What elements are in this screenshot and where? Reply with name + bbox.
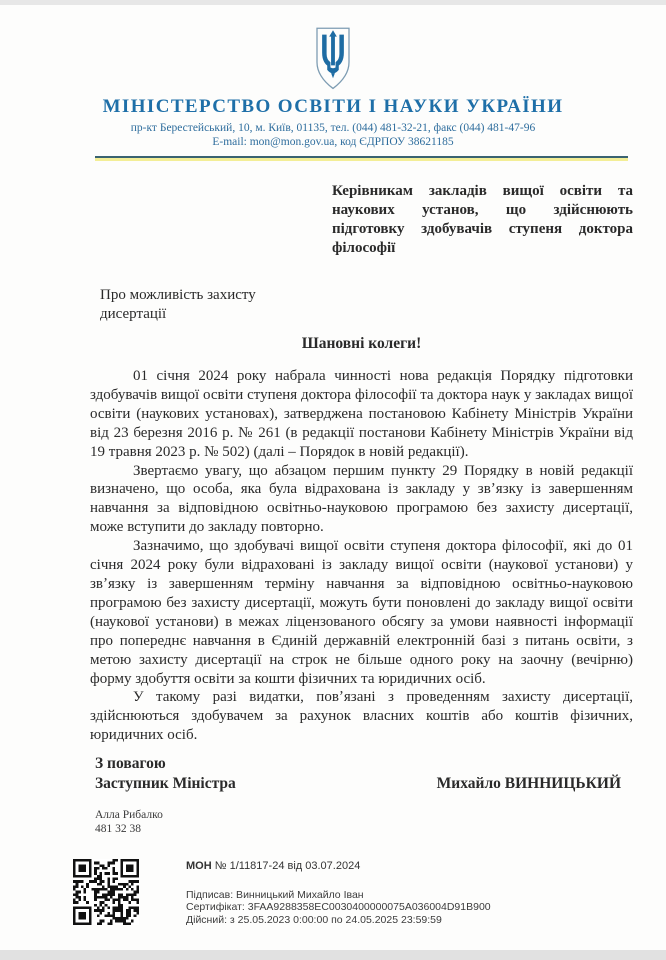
org-abbreviation: МОН bbox=[186, 860, 212, 872]
ministry-name: МІНІСТЕРСТВО ОСВІТИ І НАУКИ УКРАЇНИ bbox=[102, 96, 564, 117]
ukraine-trident-emblem bbox=[0, 0, 666, 91]
ministry-address bbox=[0, 122, 666, 149]
doc-number-value: № 1/11817-24 від 03.07.2024 bbox=[214, 860, 361, 872]
document-number bbox=[186, 860, 491, 873]
qr-code bbox=[73, 858, 139, 926]
signer-position: Заступник Міністра bbox=[95, 775, 236, 793]
paragraph: Звертаємо увагу, що абзацом першим пункту 29 Порядку в новій редакції визначено, що особа, яка була відрахована із закладу у звʼязку із завершенням навчання за відповідною освітньо-науковою програмою без захисту дисертації, може вступити до закладу повторно. bbox=[90, 462, 633, 536]
paragraph: 01 січня 2024 року набрала чинності нова редакція Порядку підготовки здобувачів вищої освіти ступеня доктора філософії та доктора наук у закладах вищої освіти (наукових установах), затверджена постановою Кабінету Міністрів України від 23 березня 2016 р. № 261 (в редакції постанови Кабінету Міністрів України від 19 травня 2023 р. № 502) (далі – Порядок в новій редакції). bbox=[90, 368, 633, 460]
photo-top-margin bbox=[0, 0, 666, 5]
executor-phone: 481 32 38 bbox=[95, 822, 141, 835]
signer-title-block bbox=[95, 754, 236, 794]
signer-name: Михайло ВИННИЦЬКИЙ bbox=[436, 775, 621, 793]
address-line-1: пр-кт Берестейський, 10, м. Київ, 01135, тел. (044) 481-32-21, факс (044) 481-47-96 bbox=[130, 122, 536, 134]
subject-line: Про можливість захисту дисертації bbox=[100, 287, 256, 322]
signed-by-line: Підписав: Винницький Михайло Іван bbox=[186, 888, 364, 901]
executor-contact bbox=[95, 809, 666, 836]
executor-name: Алла Рибалко bbox=[95, 809, 163, 822]
paragraph: Зазначимо, що здобувачі вищої освіти ступеня доктора філософії, які до 01 січня 2024 року були відраховані із закладу вищої освіти (наукової установи) у звʼязку із завершенням терміну навчання за відповідною освітньо-науковою програмою без захисту дисертації, можуть бути поновлені до закладу вищої освіти (наукової установи) в межах ліцензованого обсягу за умови наявності інформації про попереднє навчання в Єдиній державній електронній базі з питань освіти, з метою захисту дисертації на строк не більше одного року на заочну (вечірню) форму здобуття освіти за кошти фізичних та юридичних осіб. bbox=[90, 538, 633, 687]
paragraph: У такому разі видатки, повʼязані з проведенням захисту дисертації, здійснюються здобувачем за рахунок власних коштів або коштів фізичних, юридичних осіб. bbox=[90, 689, 633, 744]
stamp-text bbox=[186, 858, 491, 926]
certificate-line: Сертифікат: 3FAA9288358EC0030400000075A036004D91B900 bbox=[186, 901, 491, 913]
salutation: Шановні колеги! bbox=[301, 335, 422, 352]
flag-divider bbox=[95, 156, 628, 161]
address-line-2: E-mail: mon@mon.gov.ua, код ЄДРПОУ 38621185 bbox=[212, 135, 454, 148]
validity-line: Дійсний: з 25.05.2023 0:00:00 по 24.05.2025 23:59:59 bbox=[186, 913, 442, 926]
signature-closing: З повагою bbox=[95, 755, 166, 773]
addressee-block: Керівникам закладів вищої освіти та наукових установ, що здійснюють підготовку здобувачів ступеня доктора філософії bbox=[332, 183, 633, 256]
letter-body bbox=[90, 367, 633, 745]
digital-signature-stamp bbox=[73, 858, 491, 926]
photo-bottom-margin bbox=[0, 950, 666, 960]
signature-row bbox=[95, 754, 621, 794]
